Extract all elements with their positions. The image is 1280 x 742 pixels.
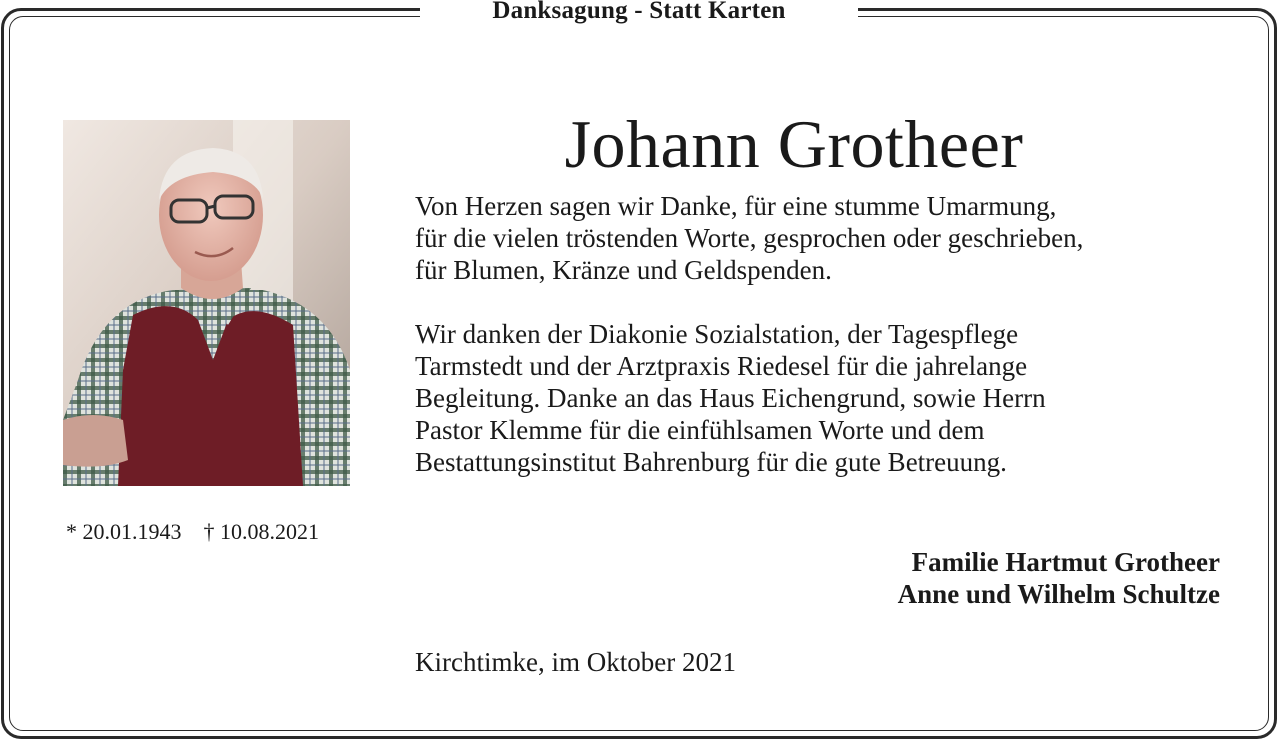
notice-header: Danksagung - Statt Karten xyxy=(492,0,786,24)
thanks-paragraph-2 xyxy=(415,318,1235,478)
place-and-date: Kirchtimke, im Oktober 2021 xyxy=(415,647,736,677)
deceased-name: Johann Grotheer xyxy=(564,105,1024,182)
birth-date: * 20.01.1943 xyxy=(66,519,182,544)
signature-line: Familie Hartmut Grotheer xyxy=(911,547,1220,577)
family-signature xyxy=(700,546,1220,610)
death-date: † 10.08.2021 xyxy=(203,519,319,544)
text-line: Von Herzen sagen wir Danke, für eine stumme Umarmung, xyxy=(415,191,1057,221)
text-line: für die vielen tröstenden Worte, gesprochen oder geschrieben, xyxy=(415,223,1084,253)
text-line: Wir danken der Diakonie Sozialstation, der Tagespflege xyxy=(415,319,1019,349)
text-line: Tarmstedt und der Arztpraxis Riedesel für die jahrelange xyxy=(415,351,1028,381)
text-line: Begleitung. Danke an das Haus Eichengrund, sowie Herrn xyxy=(415,383,1046,413)
portrait-photo xyxy=(63,120,350,486)
text-line: für Blumen, Kränze und Geldspenden. xyxy=(415,255,832,285)
signature-line: Anne und Wilhelm Schultze xyxy=(897,579,1220,609)
text-line: Bestattungsinstitut Bahrenburg für die gute Betreuung. xyxy=(415,447,1007,477)
life-dates xyxy=(66,518,366,546)
text-line: Pastor Klemme für die einfühlsamen Worte und dem xyxy=(415,415,985,445)
thanks-paragraph-1 xyxy=(415,190,1235,286)
